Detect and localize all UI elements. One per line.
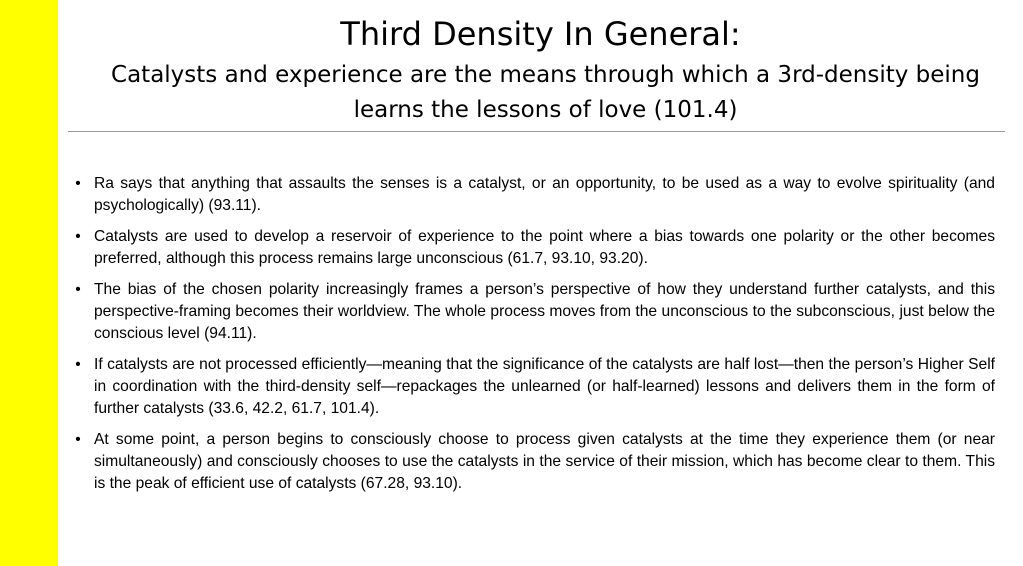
bullet-text: At some point, a person begins to consciously choose to process given catalysts at the time they experience them (or near simultaneously) and consciously chooses to use the catalysts in the service of their mission, which has become clear to them. This is the peak of efficient use of catalysts (67.28, 93.10). xyxy=(94,431,995,492)
bullet-item xyxy=(72,173,995,217)
bullet-marker: • xyxy=(75,228,81,245)
bullet-item xyxy=(72,279,995,345)
slide-title: Third Density In General: xyxy=(340,15,741,53)
bullet-marker: • xyxy=(75,431,81,448)
bullet-text: Ra says that anything that assaults the senses is a catalyst, or an opportunity, to be used as a way to evolve spirituality (and psychologically) (93.11). xyxy=(94,175,995,214)
bullet-text: The bias of the chosen polarity increasingly frames a person’s perspective of how they understand further catalysts, and this perspective-framing becomes their worldview. The whole process moves from the unconscious to the subconscious, just below the conscious level (94.11). xyxy=(94,281,995,342)
bullet-item xyxy=(72,354,995,420)
title-divider xyxy=(68,131,1005,132)
bullet-text: Catalysts are used to develop a reservoir of experience to the point where a bias towards one polarity or the other becomes preferred, although this process remains large unconscious (61.7, 93.10, 93.20). xyxy=(94,228,995,267)
slide-subtitle: Catalysts and experience are the means through which a 3rd-density being learns the lessons of love (101.4) xyxy=(111,62,980,123)
bullet-item xyxy=(72,226,995,270)
bullet-item xyxy=(72,429,995,495)
bullet-marker: • xyxy=(75,281,81,298)
bullet-text: If catalysts are not processed efficiently—meaning that the significance of the catalysts are half lost—then the person’s Higher Self in coordination with the third-density self—repackages the unlearned (or half-learned) lessons and delivers them in the form of further catalysts (33.6, 42.2, 61.7, 101.4). xyxy=(94,356,995,417)
bullet-list xyxy=(72,173,995,504)
left-accent-bar xyxy=(0,0,58,566)
bullet-marker: • xyxy=(75,356,81,373)
bullet-marker: • xyxy=(75,175,81,192)
